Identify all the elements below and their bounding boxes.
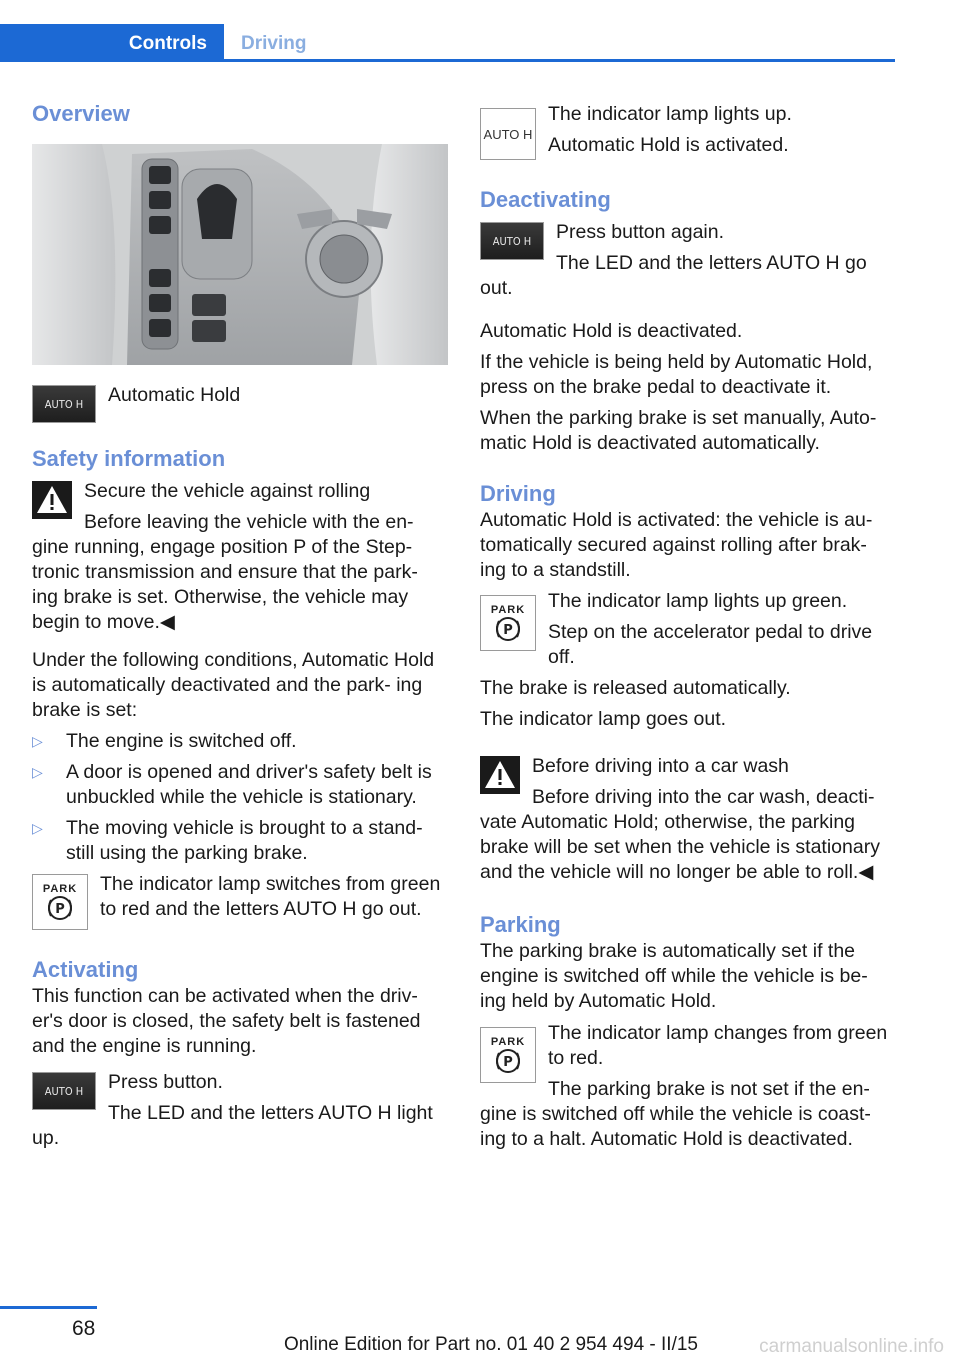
triangle-bullet-icon: ▷	[32, 733, 43, 749]
deactivate-step	[480, 220, 895, 301]
footer-rule	[0, 1306, 97, 1309]
console-illustration	[32, 144, 448, 365]
parking-heading: Parking	[480, 912, 561, 937]
auto-hold-button-icon: AUTO H	[32, 1072, 96, 1110]
auto-hold-icon: AUTO H	[32, 385, 96, 423]
safety-body: gine running, engage position P of the Step‐ tronic transmission and ensure that the park‐ ing brake is set. Otherwise, the vehicle may begin to move.◀	[32, 536, 418, 633]
list-item: ▷ The engine is switched off.	[32, 730, 297, 752]
svg-text:P: P	[55, 902, 65, 917]
parking-brake-symbol-icon	[47, 895, 73, 921]
not-set-body: gine is switched off while the vehicle is coast‐ ing to a halt. Automatic Hold is deactivated.	[480, 1103, 871, 1150]
carwash-title: Before driving into a car wash	[532, 755, 789, 777]
svg-text:P: P	[503, 623, 513, 638]
deactivated-text: Automatic Hold is deactivated.	[480, 320, 743, 342]
park-lamp-row	[32, 872, 448, 930]
conditions-list	[32, 729, 448, 866]
press-button-text: Press button.	[108, 1071, 223, 1093]
led-light-text: The LED and the letters AUTO H light	[108, 1102, 433, 1124]
lamp-changes-text: The indicator lamp changes from green to red.	[548, 1022, 888, 1069]
held-text: If the vehicle is being held by Automatic Hold, press on the brake pedal to deactivate it.	[480, 351, 873, 398]
park-indicator-icon: PARK P	[480, 1027, 536, 1083]
auto-hold-row	[32, 383, 448, 423]
press-again-text: Press button again.	[556, 221, 725, 243]
safety-first-line: Before leaving the vehicle with the en‐	[84, 511, 414, 533]
watermark: carmanualsonline.info	[759, 1336, 944, 1357]
list-item: ▷ A door is opened and driver's safety belt is unbuckled while the vehicle is stationary.	[32, 761, 432, 808]
led-out-text: The LED and the letters AUTO H go	[556, 252, 867, 274]
led-light-rest: up.	[32, 1127, 60, 1149]
lamp-green-text: The indicator lamp lights up green.	[548, 590, 848, 612]
triangle-bullet-icon: ▷	[32, 764, 43, 780]
parking-brake-symbol-icon	[495, 1048, 521, 1074]
conditions-intro: Under the following conditions, Automatic Hold is automatically deactivated and the park‐ ing brake is set:	[32, 649, 435, 721]
not-set-first-line: The parking brake is not set if the en‐	[548, 1078, 870, 1100]
parking-brake-symbol-icon	[495, 616, 521, 642]
auto-hold-caption: Automatic Hold	[108, 384, 241, 406]
safety-title: Secure the vehicle against rolling	[84, 480, 371, 502]
carwash-first-line: Before driving into the car wash, deacti‐	[532, 786, 875, 808]
auto-hold-button-icon: AUTO H	[480, 222, 544, 260]
left-column	[32, 100, 448, 1151]
park-lamp-text: The indicator lamp switches from green to red and the letters AUTO H go out.	[100, 873, 441, 920]
lamp-lights-up: The indicator lamp lights up.	[548, 103, 792, 125]
parking-text: The parking brake is automatically set if the engine is switched off while the vehicle is be‐ ing held by Automatic Hold.	[480, 940, 868, 1012]
page-number: 68	[72, 1317, 96, 1340]
auto-hold-indicator-icon: AUTO H	[480, 108, 536, 160]
lamp-green-row	[480, 590, 895, 670]
auto-hold-activated: Automatic Hold is activated.	[548, 134, 789, 156]
led-out-rest: out.	[480, 277, 513, 299]
safety-heading: Safety information	[32, 446, 226, 471]
overview-heading: Overview	[32, 101, 130, 126]
lamp-changes-block	[480, 1022, 895, 1152]
park-indicator-icon: PARK P	[32, 874, 88, 930]
right-column	[480, 100, 895, 1152]
carwash-warning	[480, 754, 895, 885]
console-photo	[32, 144, 448, 365]
manual-text: When the parking brake is set manually, Auto‐ matic Hold is deactivated automatically.	[480, 407, 877, 454]
tab-controls[interactable]: Controls	[0, 24, 224, 62]
safety-warning	[32, 479, 448, 635]
tab-driving[interactable]: Driving	[241, 32, 307, 54]
activating-heading: Activating	[32, 957, 139, 982]
triangle-bullet-icon: ▷	[32, 820, 43, 836]
edition-note: Online Edition for Part no. 01 40 2 954 494 - II/15	[283, 1334, 698, 1355]
warning-icon	[32, 481, 72, 519]
list-item: ▷ The moving vehicle is brought to a stand‐ still using the parking brake.	[32, 817, 423, 864]
step-accelerator-text: Step on the accelerator pedal to drive off.	[548, 621, 873, 668]
carwash-body: vate Automatic Hold; otherwise, the parking brake will be set when the vehicle is stationary and the vehicle will no longer be able to roll.◀	[480, 811, 880, 883]
driving-text: Automatic Hold is activated: the vehicle is au‐ tomatically secured against rolling after brak‐ ing to a standstill.	[480, 509, 873, 581]
driving-heading: Driving	[480, 481, 556, 506]
chapter-header	[0, 24, 895, 62]
lamp-goes-out-text: The indicator lamp goes out.	[480, 708, 727, 730]
lamp-on-row	[480, 103, 895, 160]
brake-released-text: The brake is released automatically.	[480, 677, 791, 699]
deactivating-heading: Deactivating	[480, 187, 611, 212]
activate-step	[32, 1070, 448, 1151]
activating-text: This function can be activated when the driv‐ er's door is closed, the safety belt is fastened and the engine is running.	[32, 985, 421, 1057]
warning-icon	[480, 756, 520, 794]
header-rule	[0, 59, 895, 62]
park-indicator-icon: PARK P	[480, 595, 536, 651]
svg-text:P: P	[503, 1055, 513, 1070]
